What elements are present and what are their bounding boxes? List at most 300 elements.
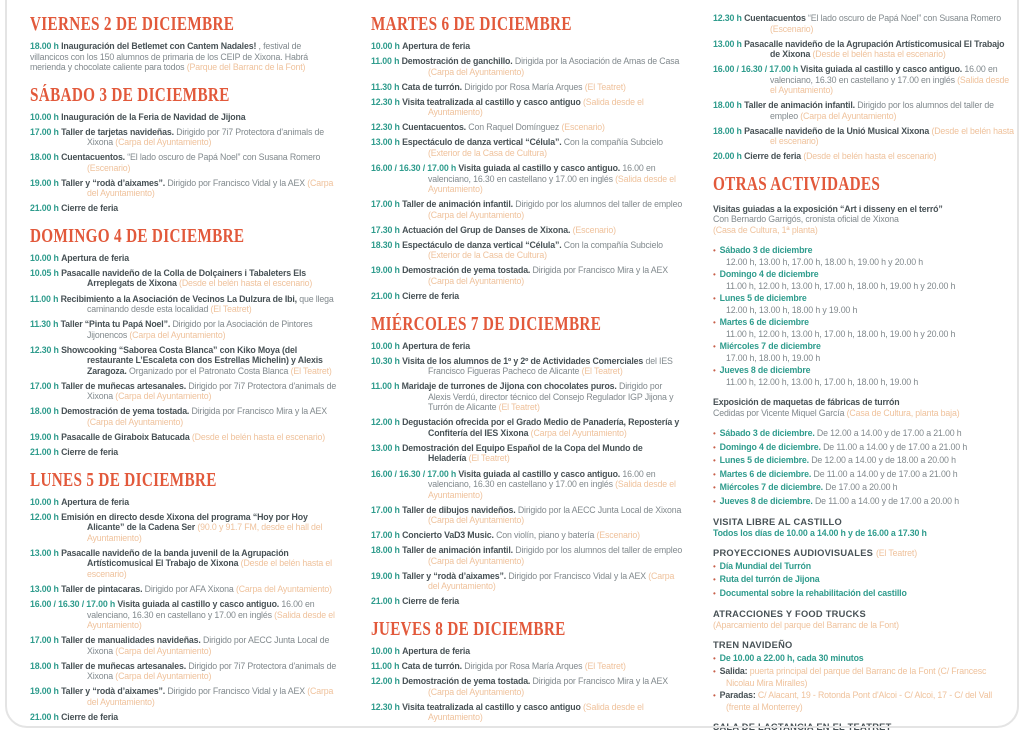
- event-row: [371, 56, 683, 77]
- event-row: [371, 240, 683, 261]
- event-row: [371, 571, 683, 592]
- text-segment: Taller de tarjetas navideñas.: [61, 126, 174, 137]
- text-segment: Degustación ofrecida por el Grado Medio de Panadería, Repostería y Confitería del IES Xixona: [402, 417, 680, 438]
- event-time: 19.00 h: [30, 177, 59, 188]
- event-time: 10.30 h: [371, 355, 400, 366]
- info-line: [713, 609, 1015, 620]
- event-time: 20.00 h: [713, 151, 742, 162]
- text-segment: (Salida desde el Ayuntamiento): [428, 479, 676, 500]
- program-column-2: [371, 13, 683, 733]
- text-segment: Cierre de feria: [402, 291, 460, 302]
- text-segment: Inauguración de la Feria de Navidad de Jijona: [61, 111, 246, 122]
- event-row: [371, 356, 683, 377]
- text-segment: Con Bernardo Garrigós, cronista oficial de Xixona: [713, 214, 899, 225]
- event-time: 10.00 h: [30, 252, 59, 263]
- info-block: [713, 428, 1015, 507]
- text-segment: (Carpa del Ayuntamiento): [428, 555, 524, 566]
- text-segment: (Carpa del Ayuntamiento): [87, 416, 183, 427]
- bullet-icon: •: [713, 588, 716, 598]
- text-segment: Demostración de ganchillo.: [401, 56, 513, 67]
- bullet-item: [713, 245, 1015, 257]
- text-segment: Lunes 5 de diciembre: [719, 293, 807, 304]
- text-segment: 16.00 en valenciano, 16.30 en castellano y 17.00 en inglés: [428, 468, 656, 489]
- text-segment: Dirigida por la Asociación de Amas de Casa: [514, 56, 680, 67]
- event-row: [371, 530, 683, 541]
- text-segment: Pasacalle navideño de la Unió Musical Xixona: [744, 125, 932, 136]
- text-segment: (90.0 y 91.7 FM, desde el hall del Ayuntamiento): [87, 522, 323, 543]
- text-segment: Con la compañía Subcielo: [563, 137, 663, 148]
- info-line: [713, 225, 1015, 236]
- event-time: 16.00 / 16.30 / 17.00 h: [30, 599, 116, 609]
- text-segment: Dirigido por 7i7 Protectora d'animals de Xixona: [87, 380, 337, 402]
- text-segment: (Salida desde el Ayuntamiento): [428, 96, 644, 118]
- event-time: 12.30 h: [371, 701, 400, 712]
- bullet-item: [713, 469, 1015, 481]
- event-row: [30, 41, 341, 73]
- event-time: 12.00 h: [371, 676, 400, 687]
- event-time: 12.30 h: [371, 96, 400, 107]
- day-heading: [371, 315, 683, 334]
- text-segment: Visitas guiadas a la exposición “Art i disseny en el terró”: [713, 203, 943, 214]
- info-block: [713, 397, 1015, 418]
- event-row: [371, 702, 683, 723]
- text-segment: Pasacalle navideño de la Colla de Dolçainers i Tabaleters Els Arreplegats de Xixona: [61, 267, 307, 289]
- text-segment: (Salida desde el Ayuntamiento): [770, 74, 1010, 96]
- text-segment: (Carpa del Ayuntamiento): [115, 671, 212, 682]
- text-segment: Dirigida por Rosa María Arques: [464, 661, 585, 672]
- event-time: 10.00 h: [371, 645, 400, 656]
- event-row: [30, 127, 341, 148]
- text-segment: (Desde el belén hasta el escenario): [191, 432, 326, 443]
- text-segment: Sábado 3 de diciembre.: [719, 428, 815, 439]
- text-segment: De 10.00 a 22.00 h, cada 30 minutos: [719, 652, 864, 663]
- text-segment: Demostración de yema tostada.: [61, 406, 190, 417]
- event-row: [30, 661, 341, 682]
- bullet-icon: •: [713, 469, 716, 479]
- text-segment: C/ Alacant, 19 - Rotonda Pont d'Alcoi - C/ Alcoi, 17 - C/ del Vall (frente al Monterrey): [726, 690, 993, 712]
- event-row: [30, 112, 341, 123]
- info-block: [713, 517, 1015, 538]
- bullet-icon: •: [713, 456, 716, 466]
- info-line: [713, 620, 1015, 631]
- event-time: 16.00 / 16.30 / 17.00 h: [371, 468, 457, 479]
- text-segment: Cierre de feria: [402, 596, 460, 607]
- text-segment: (El Teatret): [584, 81, 626, 92]
- text-segment: Domingo 4 de diciembre.: [719, 441, 821, 452]
- text-segment: “El lado oscuro de Papá Noel” con Susana Romero: [127, 152, 321, 163]
- text-segment: Cata de turrón.: [401, 81, 462, 92]
- event-row: [30, 548, 341, 580]
- text-segment: del IES Francisco Figueras Pacheco de Alicante: [428, 355, 673, 377]
- event-time: 11.30 h: [30, 319, 59, 330]
- text-segment: Taller de animación infantil.: [744, 100, 855, 111]
- text-segment: 12.00 h, 13.00 h, 17.00 h, 18.00 h, 19.00 h y 20.00 h: [726, 256, 923, 267]
- info-block: [713, 609, 1015, 630]
- info-line: [713, 353, 1015, 364]
- text-segment: (El Teatret): [290, 365, 332, 376]
- bullet-item: [713, 293, 1015, 305]
- text-segment: Cedidas por Vicente Miquel García: [713, 407, 847, 418]
- text-segment: Pasacalle navideño de la Agrupación Artísticomusical El Trabajo de Xixona: [744, 38, 1005, 60]
- bullet-icon: •: [713, 667, 716, 677]
- day-heading: [30, 471, 341, 490]
- text-segment: Dirigido por los alumnos del taller de empleo: [770, 100, 994, 121]
- event-row: [30, 152, 341, 173]
- text-segment: Dirigido por Francisco Vidal y la AEX: [508, 570, 649, 581]
- info-line: [713, 214, 1015, 225]
- day-heading-label: SÁBADO 3 DE DICIEMBRE: [30, 84, 230, 106]
- info-block: [713, 722, 1015, 733]
- text-segment: 16.00 en valenciano, 16.30 en castellano y 17.00 en inglés: [770, 64, 998, 85]
- text-segment: Ruta del turrón de Jijona: [719, 574, 820, 585]
- event-row: [30, 178, 341, 199]
- text-segment: Taller y “rodà d’aixames”.: [61, 686, 166, 697]
- event-row: [30, 599, 341, 631]
- text-segment: (Carpa del Ayuntamiento): [115, 391, 212, 402]
- bullet-icon: •: [713, 429, 716, 439]
- program-column-1: [30, 13, 341, 733]
- text-segment: Lunes 5 de diciembre.: [719, 455, 809, 466]
- event-time: 13.00 h: [371, 137, 400, 148]
- text-segment: (Escenario): [572, 224, 616, 235]
- text-segment: Dirigida por Francisco Mira y la AEX: [532, 676, 668, 687]
- text-segment: Martes 6 de diciembre.: [719, 468, 812, 479]
- day-heading-label: MIÉRCOLES 7 DE DICIEMBRE: [371, 313, 602, 335]
- text-segment: que llega caminando desde esta localidad: [87, 293, 334, 315]
- event-row: [713, 64, 1015, 96]
- event-row: [30, 584, 341, 595]
- text-segment: De 11.00 a 14.00 y de 17.00 a 21.00 h: [823, 441, 968, 452]
- bullet-item: [713, 341, 1015, 353]
- event-row: [371, 505, 683, 526]
- event-row: [30, 512, 341, 544]
- event-row: [371, 596, 683, 607]
- event-time: 12.00 h: [30, 511, 59, 522]
- event-row: [30, 406, 341, 427]
- text-segment: Organizado por el Patronato Costa Blanca: [129, 365, 291, 376]
- text-segment: Domingo 4 de diciembre: [719, 269, 819, 280]
- text-segment: (Exterior de la Casa de Cultura): [428, 250, 547, 261]
- event-row: [371, 291, 683, 302]
- event-row: [30, 686, 341, 707]
- info-heading: TREN NAVIDEÑO: [713, 640, 793, 651]
- event-time: 17.00 h: [30, 380, 59, 391]
- event-time: 10.00 h: [30, 111, 59, 122]
- bullet-icon: •: [713, 575, 716, 585]
- text-segment: Cuentacuentos.: [61, 152, 125, 163]
- text-segment: Dirigida por Francisco Mira y la AEX: [191, 406, 327, 417]
- text-segment: Dirigida por Francisco Mira y la AEX: [532, 265, 668, 276]
- text-segment: Exposición de maquetas de fábricas de turrón: [713, 397, 900, 408]
- event-row: [371, 199, 683, 220]
- info-line: [713, 640, 1015, 651]
- day-heading: [30, 86, 341, 105]
- text-segment: (Carpa del Ayuntamiento): [428, 570, 675, 592]
- text-segment: Inauguración del Betlemet con Cantem Nadales!: [61, 41, 257, 51]
- event-row: [30, 319, 341, 340]
- event-row: [30, 294, 341, 315]
- bullet-item: [713, 690, 1015, 712]
- info-heading: ATRACCIONES Y FOOD TRUCKS: [713, 609, 866, 620]
- bullet-icon: •: [713, 691, 716, 701]
- text-segment: 16.00 en valenciano, 16.30 en castellano y 17.00 en inglés: [428, 163, 656, 184]
- text-segment: Dirigido por AECC Junta Local de Xixona: [87, 635, 330, 656]
- text-segment: (Exterior de la Casa de Cultura): [428, 147, 547, 158]
- bullet-item: [713, 365, 1015, 377]
- text-segment: (Aparcamiento del parque del Barranc de la Font): [713, 619, 899, 630]
- day-heading: [371, 620, 683, 639]
- text-segment: (Carpa del Ayuntamiento): [87, 686, 334, 707]
- event-row: [371, 341, 683, 352]
- event-time: 21.00 h: [30, 447, 59, 458]
- text-segment: (Carpa del Ayuntamiento): [115, 645, 212, 656]
- event-time: 18.00 h: [713, 100, 742, 111]
- event-time: 13.00 h: [713, 38, 742, 49]
- text-segment: Pasacalle de Giraboix Batucada: [61, 432, 192, 443]
- event-time: 10.00 h: [371, 340, 400, 351]
- text-segment: Emisión en directo desde Xixona del programa “Hoy por Hoy Alicante” de la Cadena Ser: [61, 511, 308, 533]
- event-time: 18.00 h: [30, 152, 59, 163]
- text-segment: Dirigido por la Asociación de Pintores Jijonencos: [87, 319, 313, 340]
- text-segment: Dirigido por 7i7 Protectora d'animals de Xixona: [87, 126, 324, 148]
- info-line: [713, 528, 1015, 539]
- text-segment: (Desde el belén hasta el escenario): [803, 151, 937, 162]
- event-row: [371, 417, 683, 438]
- text-segment: Cierre de feria: [744, 151, 804, 162]
- bullet-icon: •: [713, 561, 716, 571]
- event-time: 17.00 h: [371, 199, 400, 210]
- text-segment: “El lado oscuro de Papá Noel” con Susana Romero: [807, 13, 1001, 23]
- event-row: [30, 268, 341, 289]
- info-line: [713, 408, 1015, 419]
- info-heading: VISITA LIBRE AL CASTILLO: [713, 517, 842, 528]
- text-segment: Salida:: [719, 666, 748, 677]
- event-time: 18.00 h: [30, 41, 59, 51]
- text-segment: (El Teatret): [581, 366, 623, 377]
- event-row: [30, 345, 341, 377]
- bullet-icon: •: [713, 483, 716, 493]
- text-segment: Taller de pintacaras.: [61, 583, 143, 594]
- event-time: 11.00 h: [371, 381, 400, 392]
- info-line: [713, 548, 1015, 559]
- event-row: [371, 545, 683, 566]
- text-segment: Con la compañía Subcielo: [563, 239, 663, 250]
- text-segment: Taller y “rodà d’aixames”.: [61, 177, 166, 188]
- text-segment: Miércoles 7 de diciembre: [719, 341, 821, 352]
- day-heading: [30, 227, 341, 246]
- text-segment: Dirigido por AFA Xixona: [144, 583, 236, 594]
- text-segment: Visita guiada al castillo y casco antiguo.: [800, 64, 963, 75]
- event-row: [371, 661, 683, 672]
- text-segment: Demostración del Equipo Español de la Copa del Mundo de Heladería: [402, 442, 643, 464]
- event-time: 16.00 / 16.30 / 17.00 h: [371, 163, 457, 174]
- bullet-icon: •: [713, 318, 716, 328]
- text-segment: De 11.00 a 14.00 y de 17.00 a 20.00 h: [814, 495, 959, 506]
- text-segment: Dirigido por los alumnos del taller de empleo: [515, 199, 683, 210]
- event-time: 21.00 h: [371, 596, 400, 607]
- info-line: [713, 204, 1015, 215]
- event-time: 11.00 h: [371, 661, 400, 672]
- event-time: 19.00 h: [371, 570, 400, 581]
- text-segment: De 11.00 a 14.00 y de 17.00 a 21.00 h: [813, 468, 958, 479]
- event-time: 18.00 h: [713, 125, 742, 136]
- event-time: 12.30 h: [713, 13, 742, 23]
- event-row: [371, 443, 683, 464]
- text-segment: Recibimiento a la Asociación de Vecinos La Dulzura de Ibi,: [60, 293, 297, 304]
- text-segment: (El Teatret): [498, 402, 540, 413]
- text-segment: Espectáculo de danza vertical “Célula”.: [402, 137, 562, 148]
- day-heading-label: LUNES 5 DE DICIEMBRE: [30, 469, 217, 491]
- event-time: 18.00 h: [371, 545, 400, 556]
- info-line: [713, 722, 1015, 733]
- event-time: 10.00 h: [371, 41, 400, 51]
- event-row: [371, 676, 683, 697]
- event-row: [713, 100, 1015, 121]
- text-segment: Cuentacuentos.: [402, 122, 466, 133]
- text-segment: Dirigido por la AECC Junta Local de Xixona: [517, 504, 682, 515]
- event-time: 18.00 h: [30, 660, 59, 671]
- bullet-item: [713, 428, 1015, 440]
- event-time: 12.00 h: [371, 417, 400, 428]
- text-segment: Apertura de feria: [61, 252, 129, 263]
- text-segment: Apertura de feria: [402, 41, 470, 51]
- bullet-item: [713, 482, 1015, 494]
- day-heading: [371, 15, 683, 34]
- event-row: [30, 432, 341, 443]
- info-line: [713, 397, 1015, 408]
- text-segment: 16.00 en valenciano, 16.30 en castellano y 17.00 en inglés: [87, 599, 315, 620]
- text-segment: Cierre de feria: [61, 447, 119, 458]
- text-segment: (Carpa del Ayuntamiento): [428, 66, 524, 77]
- event-time: 19.00 h: [30, 686, 59, 697]
- event-time: 21.00 h: [371, 291, 400, 302]
- event-row: [30, 447, 341, 458]
- event-row: [371, 137, 683, 158]
- text-segment: Demostración de yema tostada.: [402, 265, 531, 276]
- text-segment: Taller de animación infantil.: [402, 199, 513, 210]
- text-segment: Apertura de feria: [61, 496, 129, 507]
- info-line: [713, 281, 1015, 292]
- text-segment: Día Mundial del Turrón: [719, 560, 812, 571]
- text-segment: Dirigido por 7i7 Protectora d'animals de Xixona: [87, 660, 337, 682]
- info-block: [713, 640, 1015, 712]
- text-segment: Taller “Pinta tu Papá Noel”.: [60, 319, 171, 330]
- event-row: [713, 13, 1015, 34]
- info-line: [713, 305, 1015, 316]
- event-time: 21.00 h: [30, 203, 59, 214]
- text-segment: puerta principal del parque del Barranc de la Font (C/ Francesc Nicolau Mira Miralles): [726, 666, 987, 688]
- bullet-item: [713, 442, 1015, 454]
- event-time: 17.00 h: [371, 504, 400, 515]
- event-time: 10.00 h: [30, 496, 59, 507]
- info-line: [713, 257, 1015, 268]
- text-segment: Taller de animación infantil.: [402, 545, 513, 556]
- text-segment: (Salida desde el Ayuntamiento): [428, 173, 676, 195]
- bullet-icon: •: [713, 366, 716, 376]
- program-column-3: [713, 13, 1015, 733]
- event-time: 12.30 h: [30, 344, 59, 355]
- text-segment: 11.00 h, 12.00 h, 13.00 h, 17.00 h, 18.00 h, 19.00 h y 20.00 h: [726, 280, 956, 291]
- text-segment: Sábado 3 de diciembre: [719, 245, 813, 256]
- event-time: 10.05 h: [30, 267, 59, 278]
- event-time: 13.00 h: [30, 583, 59, 594]
- text-segment: (Parque del Barranc de la Font): [186, 62, 306, 72]
- event-row: [30, 712, 341, 723]
- event-time: 19.00 h: [30, 432, 59, 443]
- text-segment: Miércoles 7 de diciembre.: [719, 482, 823, 493]
- text-segment: Maridaje de turrones de Jijona con chocolates puros.: [401, 381, 617, 392]
- info-heading: SALA DE LACTANCIA EN EL TEATRET: [713, 722, 892, 733]
- text-segment: Dirigido por Rosa María Arques: [464, 81, 585, 92]
- info-heading: PROYECCIONES AUDIOVISUALES: [713, 548, 876, 559]
- text-segment: (Desde el belén hasta el escenario): [770, 125, 1014, 147]
- day-heading-label: VIERNES 2 DE DICIEMBRE: [30, 14, 235, 35]
- text-segment: Taller de dibujos navideños.: [402, 504, 516, 515]
- event-row: [30, 497, 341, 508]
- event-row: [371, 163, 683, 195]
- event-row: [371, 469, 683, 501]
- event-time: 18.30 h: [371, 239, 400, 250]
- text-segment: Documental sobre la rehabilitación del castillo: [719, 587, 907, 598]
- event-row: [30, 381, 341, 402]
- text-segment: (El Teatret): [584, 661, 626, 672]
- text-segment: Cata de turrón.: [401, 661, 462, 672]
- text-segment: Concierto VaD3 Music.: [402, 530, 494, 541]
- event-row: [371, 381, 683, 413]
- text-segment: (Carpa del Ayuntamiento): [428, 515, 524, 526]
- text-segment: 11.00 h, 12.00 h, 13.00 h, 17.00 h, 18.00 h, 19.00 h: [726, 376, 919, 387]
- text-segment: , festival de villancicos con los 150 alumnos de primaria de los CEIP de Xixona. Habrá merienda y chocolate caliente para todos: [30, 41, 309, 72]
- event-time: 17.00 h: [371, 530, 400, 541]
- event-row: [371, 646, 683, 657]
- bullet-icon: •: [713, 342, 716, 352]
- text-segment: Cierre de feria: [61, 711, 119, 722]
- text-segment: (Carpa del Ayuntamiento): [87, 177, 334, 199]
- event-time: 17.30 h: [371, 224, 400, 235]
- event-time: 17.00 h: [30, 635, 59, 646]
- event-time: 19.00 h: [371, 265, 400, 276]
- text-segment: Taller y “rodà d’aixames”.: [402, 570, 507, 581]
- event-time: 13.00 h: [30, 547, 59, 558]
- text-segment: (Desde el belén hasta el escenario): [812, 49, 946, 60]
- bullet-icon: •: [713, 246, 716, 256]
- text-segment: De 12.00 a 14.00 y de 18.00 a 20.00 h: [811, 455, 956, 466]
- day-heading-label: MARTES 6 DE DICIEMBRE: [371, 14, 572, 35]
- info-line: [713, 517, 1015, 528]
- text-segment: (Escenario): [596, 530, 640, 541]
- day-heading: [30, 15, 341, 34]
- text-segment: 11.00 h, 12.00 h, 13.00 h, 17.00 h, 18.00 h, 19.00 h y 20.00 h: [726, 328, 956, 339]
- text-segment: Visita teatralizada al castillo y casco antiguo: [402, 701, 583, 712]
- text-segment: Demostración de yema tostada.: [402, 676, 531, 687]
- text-segment: Dirigido por Francisco Vidal y la AEX: [167, 177, 308, 188]
- text-segment: (El Teatret): [210, 304, 252, 315]
- event-time: 21.00 h: [30, 711, 59, 722]
- text-segment: (Carpa del Ayuntamiento): [129, 329, 226, 340]
- text-segment: Jueves 8 de diciembre: [719, 365, 811, 376]
- bullet-icon: •: [713, 653, 716, 663]
- text-segment: (Carpa del Ayuntamiento): [428, 686, 524, 697]
- text-segment: (Carpa del Ayuntamiento): [115, 137, 212, 148]
- text-segment: Taller de muñecas artesanales.: [61, 380, 187, 391]
- text-segment: Cuentacuentos: [744, 13, 806, 23]
- text-segment: Apertura de feria: [402, 645, 470, 656]
- bullet-item: [713, 455, 1015, 467]
- info-line: [713, 329, 1015, 340]
- text-segment: Showcooking “Saborea Costa Blanca” con Kiko Moya (del restaurante L’Escaleta con dos Estrellas Michelin) y Alexis Zaragoza.: [61, 344, 323, 376]
- text-segment: (Desde el belén hasta el escenario): [87, 558, 332, 579]
- event-time: 17.00 h: [30, 126, 59, 137]
